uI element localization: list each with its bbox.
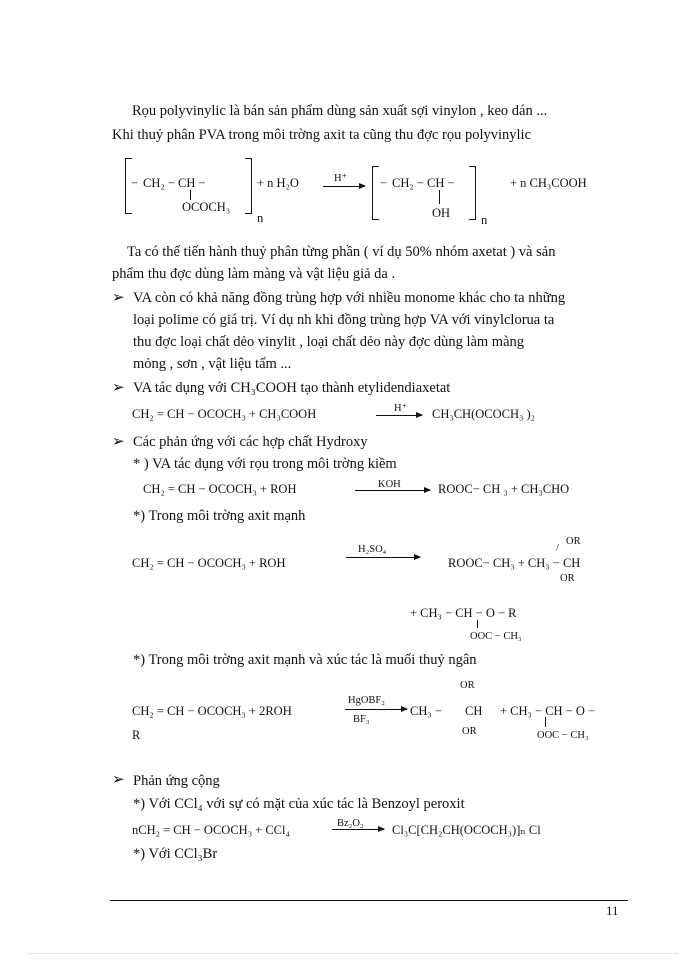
plus-water: + n H₂O — [257, 176, 299, 190]
n-left: n — [257, 211, 264, 225]
para2-line-2: phẩm thu đợc dùng làm màng và vật liệu giả da . — [112, 266, 396, 282]
bullet3-eq2-right: ROOC− CH₃ + CH₃ − CH — [448, 556, 581, 570]
bullet3-sub-1: * ) VA tác dụng với rọu trong môi trờng kiềm — [133, 456, 397, 472]
intro-line-2: Khi thuỷ phân PVA trong môi trờng axit ta cũng thu đợc rọu polyvinylic — [112, 127, 532, 143]
bullet4-text: Phản ứng cộng — [133, 773, 220, 789]
bullet4-eq-left: nCH₂ = CH − OCOCH₃ + CCl₄ — [132, 823, 290, 837]
bullet3-eq3-ch: CH — [465, 704, 483, 718]
bullet3-eq1-left: CH₂ = CH − OCOCH₃ + ROH — [143, 482, 297, 496]
page-number: 11 — [606, 903, 619, 918]
bullet3-eq3-or-top: OR — [460, 680, 475, 691]
bullet3-eq3-second-sub: OOC − CH₃ — [537, 730, 589, 741]
bullet3-eq2-left: CH₂ = CH − OCOCH₃ + ROH — [132, 556, 286, 570]
bullet1-line-2: loại polime có giá trị. Ví dụ nh khi đồng trùng hợp VA với vinylclorua ta — [133, 312, 555, 328]
product-substituent: OH — [432, 206, 451, 220]
bullet1-line-3: thu đợc loại chất dẻo vinylit , loại chất dẻo này đợc dùng làm màng — [133, 334, 525, 350]
bullet3-eq3-prod: CH₃ − — [410, 704, 442, 718]
bullet2-arrow — [376, 415, 422, 416]
left-bracket-close — [245, 158, 252, 214]
right-bracket-open — [372, 166, 379, 220]
para2-line-1: Ta có thể tiến hành thuỷ phân từng phần ( ví dụ 50% nhóm axetat ) và sản — [127, 244, 556, 260]
bullet3-eq3-second-bond — [545, 717, 546, 727]
right-bracket-close — [469, 166, 476, 220]
bullet2-catalyst: H⁺ — [394, 403, 408, 414]
intro-line-1: Rọu polyvinylic là bán sản phẩm dùng sản xuất sợi vinylon , keo dán ... — [132, 103, 548, 119]
product-chain: CH₂ − CH − — [392, 176, 455, 190]
product-dash: − — [380, 176, 388, 190]
product-bond — [439, 190, 440, 204]
byproduct: + n CH₃COOH — [510, 176, 587, 190]
bullet3-eq3-r: R — [132, 728, 141, 742]
bullet2-eq-left: CH₂ = CH − OCOCH₃ + CH₃COOH — [132, 407, 317, 421]
bullet3-eq3-cat-top: HgOBF₂ — [348, 695, 385, 706]
bullet1-line-4: mỏng , sơn , vật liệu tấm ... — [133, 356, 292, 372]
bullet3-text: Các phản ứng với các hợp chất Hydroxy — [133, 434, 368, 450]
bullet3-eq3-second: + CH₃ − CH − O − — [500, 704, 596, 718]
bullet3-eq2-or-top: OR — [566, 536, 581, 547]
reactant-chain: CH₂ − CH − — [143, 176, 206, 190]
bullet3-eq2-catalyst: H₂SO₄ — [358, 544, 387, 555]
bullet-arrow-icon: ➢ — [112, 770, 125, 788]
bullet4-catalyst: Bz₂O₂ — [337, 818, 364, 829]
n-right: n — [481, 213, 488, 227]
bullet3-eq1-catalyst: KOH — [378, 479, 401, 490]
bullet3-eq3-cat-bottom: BF₃ — [353, 714, 370, 725]
bullet3-eq3-left: CH₂ = CH − OCOCH₃ + 2ROH — [132, 704, 292, 718]
bullet3-eq2-arrow — [346, 557, 420, 558]
bullet3-eq2-or-bottom: OR — [560, 573, 575, 584]
bullet3-sub-3: *) Trong môi trờng axit mạnh và xúc tác là muối thuỷ ngân — [133, 652, 477, 668]
bullet3-eq2-bond-top: / — [556, 543, 559, 554]
page-bottom-edge — [28, 953, 678, 954]
reaction-1-catalyst: H⁺ — [334, 173, 348, 184]
reactant-dash: − — [131, 176, 139, 190]
reaction-1-arrow — [323, 186, 365, 187]
bullet-arrow-icon: ➢ — [112, 378, 125, 396]
reactant-substituent: OCOCH₃ — [182, 200, 231, 214]
bullet4-sub-1: *) Với CCl₄ với sự có mặt của xúc tác là Benzoyl peroxit — [133, 796, 465, 812]
bullet4-sub-2: *) Với CCl₃Br — [133, 846, 218, 862]
bullet4-arrow — [332, 829, 384, 830]
bullet1-line-1: VA còn có khả năng đồng trùng hợp với nhiều monome khác cho ta những — [133, 290, 566, 306]
bullet3-eq2-cont-bond — [477, 620, 478, 628]
bullet3-eq1-arrow — [355, 490, 430, 491]
bullet2-text: VA tác dụng với CH₃COOH tạo thành etylidendiaxetat — [133, 380, 451, 396]
bullet3-eq3-arrow — [345, 709, 407, 710]
bullet-arrow-icon: ➢ — [112, 432, 125, 450]
footer-rule — [110, 900, 628, 901]
bullet2-eq-right: CH₃CH(OCOCH₃ )₂ — [432, 407, 536, 421]
bullet3-sub-2: *) Trong môi trờng axit mạnh — [133, 508, 306, 524]
bullet4-eq-right: Cl₃C[CH₂CH(OCOCH₃)]ₙ Cl — [392, 823, 541, 837]
bullet3-eq2-cont-sub: OOC − CH₃ — [470, 631, 522, 642]
bullet-arrow-icon: ➢ — [112, 288, 125, 306]
bullet3-eq1-right: ROOC− CH ₃ + CH₃CHO — [438, 482, 570, 496]
bullet3-eq2-cont: + CH₃ − CH − O − R — [410, 606, 517, 620]
bullet3-eq3-or-bottom: OR — [462, 726, 477, 737]
